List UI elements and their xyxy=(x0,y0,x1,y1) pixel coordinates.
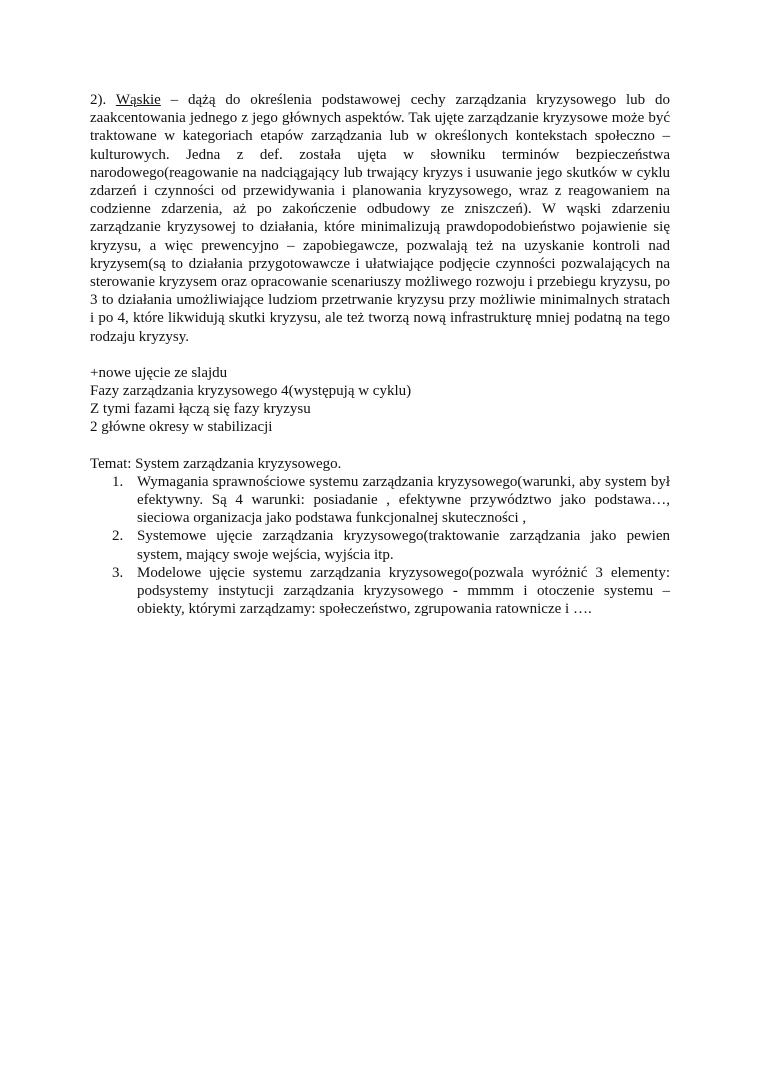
list-item-number: 2. xyxy=(112,528,124,545)
topic-list xyxy=(90,473,670,619)
paragraph-spacer xyxy=(90,437,670,455)
note-line: Z tymi fazami łączą się fazy kryzysu xyxy=(90,401,311,418)
list-item xyxy=(90,473,670,528)
note-line: +nowe ujęcie ze slajdu xyxy=(90,364,228,381)
topic-heading: Temat: System zarządzania kryzysowego. xyxy=(90,455,342,472)
document-page xyxy=(90,91,670,618)
list-item-text: Systemowe ujęcie zarządzania kryzysowego(traktowanie zarządzania jako pewien system, mający swoje wejścia, wyjścia itp. xyxy=(137,528,670,563)
section-keyword: Wąskie xyxy=(115,92,161,108)
list-item xyxy=(90,527,670,563)
note-line: 2 główne okresy w stabilizacji xyxy=(90,419,273,436)
narrow-definition-paragraph xyxy=(90,91,670,346)
notes-block xyxy=(90,364,670,437)
section-prefix: 2). xyxy=(90,92,116,108)
list-item-number: 1. xyxy=(112,473,124,490)
list-item-number: 3. xyxy=(112,564,124,581)
list-item-text: Wymagania sprawnościowe systemu zarządzania kryzysowego(warunki, aby system był efektywny. Są 4 warunki: posiadanie , efektywne przywództwo jako podstawa…, sieciowa organizacja jako podstawa funkcjonalnej skuteczności , xyxy=(137,473,670,527)
section-body-text: – dążą do określenia podstawowej cechy zarządzania kryzysowego lub do zaakcentowania jednego z jego głównych aspektów. Tak ujęte zarządzanie kryzysowe może być traktowane w kategoriach etapów zarządzania lub w określonych kontekstach społeczno – kulturowych. Jedna z def. została ujęta w słowniku terminów bezpieczeństwa narodowego(reagowanie na nadciągający lub trwający kryzys i usuwanie jego skutków w cyklu zdarzeń i czynności od przewidywania i planowania kryzysowego, wraz z reagowaniem na codzienne zdarzenia, aż po zakończenie odbudowy ze zniszczeń). W wąski zdarzeniu zarządzanie kryzysowej to działania, które minimalizują prawdopodobieństwo pojawienie się kryzysu, a więc prewencyjno – zapobiegawcze, pozwalają też na uzyskanie kontroli nad kryzysem(są to działania przygotowawcze i ułatwiające podjęcie czynności pozwalających na sterowanie kryzysem oraz opracowanie scenariuszy możliwego rozwoju i przebiegu kryzysu, po 3 to działania umożliwiające ludziom przetrwanie kryzysu przy możliwie minimalnych stratach i po 4, które likwidują skutki kryzysu, ale też tworzą nową infrastrukturę mniej podatną na tego rodzaju kryzysy. xyxy=(90,92,670,345)
list-item-text: Modelowe ujęcie systemu zarządzania kryzysowego(pozwala wyróżnić 3 elementy: podsystemy instytucji zarządzania kryzysowego - mmmm i otoczenie systemu – obiekty, którymi zarządzamy: społeczeństwo, zgrupowania ratownicze i …. xyxy=(137,564,670,618)
paragraph-spacer xyxy=(90,346,670,364)
note-line: Fazy zarządzania kryzysowego 4(występują w cyklu) xyxy=(90,383,412,400)
list-item xyxy=(90,564,670,619)
